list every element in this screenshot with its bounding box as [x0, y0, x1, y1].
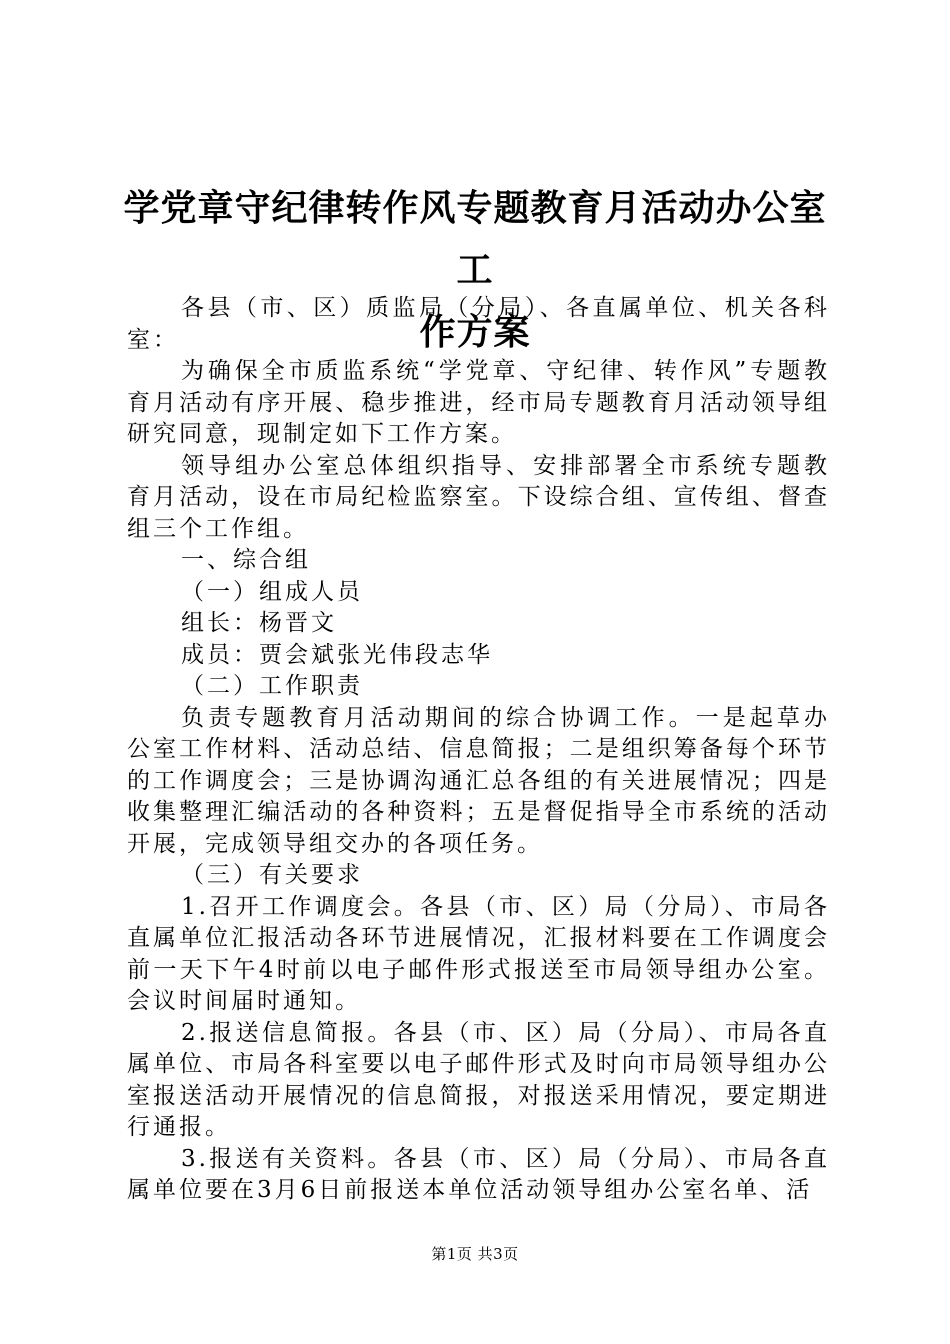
requirement-item-2: 2.报送信息简报。各县（市、区）局（分局）、市局各直属单位、市局各科室要以电子邮件形式及时向市局领导组办公室报送活动开展情况的信息简报，对报送采用情况，要定期进行通报。 [127, 1019, 830, 1140]
paragraph-office-overview: 领导组办公室总体组织指导、安排部署全市系统专题教育月活动，设在市局纪检监察室。下设综合组、宣传组、督查组三个工作组。 [127, 452, 830, 542]
title-line-2: 作方案 [419, 312, 531, 353]
paragraph-salutation: 各县（市、区）质监局（分局）、各直属单位、机关各科室： [127, 295, 830, 353]
subsection-heading-duties: （二）工作职责 [181, 673, 363, 699]
paragraph-purpose: 为确保全市质监系统“学党章、守纪律、转作风”专题教育月活动有序开展、稳步推进，经市局专题教育月活动领导组研究同意，现制定如下工作方案。 [127, 358, 830, 447]
requirement-item-1: 1.召开工作调度会。各县（市、区）局（分局）、市局各直属单位汇报活动各环节进展情况，汇报材料要在工作调度会前一天下午4时前以电子邮件形式报送至市局领导组办公室。会议时间届时通知。 [127, 893, 830, 1014]
title-line-1: 学党章守纪律转作风专题教育月活动办公室工 [123, 188, 827, 291]
page-number-footer: 第1页 共3页 [431, 1245, 519, 1263]
paragraph-duties: 负责专题教育月活动期间的综合协调工作。一是起草办公室工作材料、活动总结、信息简报；二是组织筹备每个环节的工作调度会；三是协调沟通汇总各组的有关进展情况；四是收集整理汇编活动的各种资料；五是督促指导全市系统的活动开展，完成领导组交办的各项任务。 [127, 704, 830, 857]
document-body [127, 293, 830, 1207]
group-members-line: 成员：贾会斌张光伟段志华 [181, 641, 493, 668]
subsection-heading-requirements: （三）有关要求 [181, 862, 363, 888]
section-heading-general-group: 一、综合组 [181, 547, 311, 573]
requirement-item-3: 3.报送有关资料。各县（市、区）局（分局）、市局各直属单位要在3月6日前报送本单位活动领导组办公室名单、活 [127, 1145, 830, 1203]
group-leader-line: 组长：杨晋文 [181, 610, 337, 636]
subsection-heading-members: （一）组成人员 [181, 578, 363, 605]
